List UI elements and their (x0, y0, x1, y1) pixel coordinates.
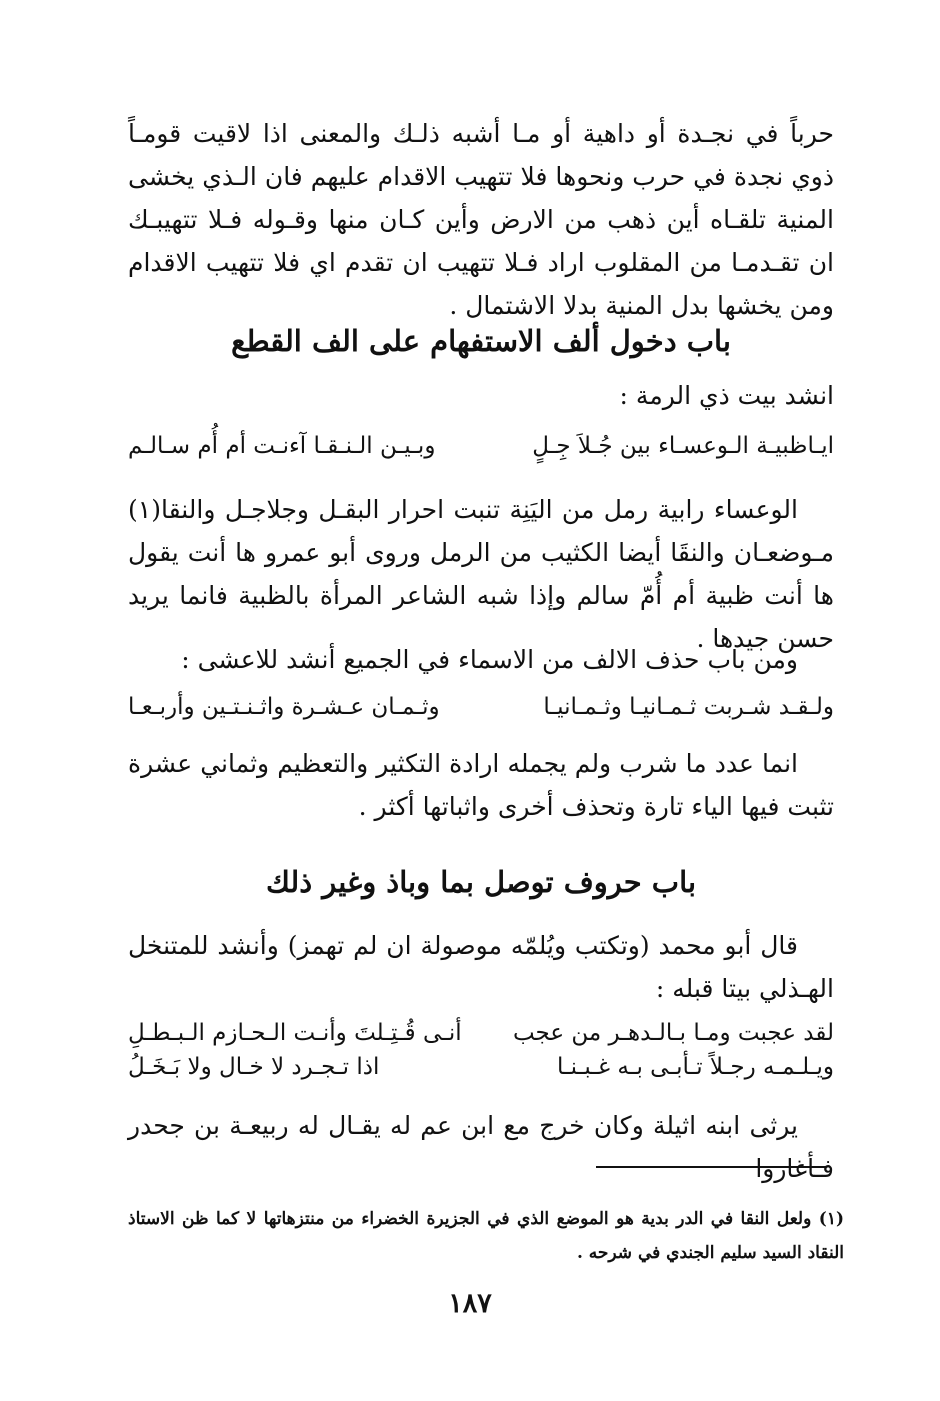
verse-hemistich-second: اذا تـجـرد لا خـال ولا بَـخَـلُ (128, 1054, 380, 1080)
paragraph-4: قال أبو محمد (وتكتب ويُلمّه موصولة ان لم تهمز) وأنشد للمتنخل الهـذلي بيتا قبله : (128, 931, 834, 1003)
verse-intro-2: ومن باب حذف الالف من الاسماء في الجميع أنشد للاعشى : (181, 645, 798, 674)
verse-line-1 (128, 429, 834, 463)
verse-line-3 (128, 1016, 834, 1050)
verse-intro-1: انشد بيت ذي الرمة : (619, 381, 834, 410)
section-heading-1: باب دخول ألف الاستفهام على الف القطع (231, 324, 731, 358)
paragraph-5: يرثى ابنه اثيلة وكان خرج مع ابن عم له يقـال له ربيعـة بن جحدر فـأغاروا (128, 1111, 834, 1183)
verse-hemistich-second: أنـى قُـتِـلتَ وأنـت الـحـازم الـبـطـلِ (128, 1020, 462, 1046)
verse-hemistich-first: لقد عجبت ومـا بـالـدهـر من عجب (512, 1020, 834, 1046)
footnote-separator (596, 1166, 826, 1168)
verse-hemistich-first: ولـقـد شـربت ثـمـانيـا وثـمـانيـا (543, 694, 834, 720)
verse-hemistich-first: ايـاظبيـة الـوعسـاء بين جُـلاَ جِـلٍ (532, 433, 834, 459)
paragraph-3: انما عدد ما شرب ولم يجمله ارادة التكثير والتعظيم وثماني عشرة تثبت فيها الياء تارة وتحذف أخرى واثباتها أكثر . (128, 749, 834, 821)
verse-hemistich-second: وثـمـان عـشـرة واثـنـتـين وأربـعـا (128, 694, 440, 720)
verse-line-4 (128, 1050, 834, 1084)
verse-hemistich-first: ويـلـمـه رجـلاً تـأبـى بـه غـبـنـا (556, 1054, 834, 1080)
paragraph-1: حرباً في نجـدة أو داهية أو مـا أشبه ذلـك والمعنى اذا لاقيت قومـاً ذوي نجدة في حرب ونحوها فلا تتهيب الاقدام عليهم فان الـذي يخشى المنية تلقـاه أين ذهب من الارض وأين كـان منها وقـوله فـلا تتهيبـك ان تقـدمـا من المقلوب اراد فـلا تتهيب ان تقدم اي فلا تتهيب الاقدام ومن يخشها بدل المنية بدلا الاشتمال . (128, 119, 834, 320)
section-heading-2: باب حروف توصل بما وباذ وغير ذلك (265, 865, 697, 899)
verse-hemistich-second: وبـيـن الـنـقـا آءنـت أم أُم سـالـم (128, 433, 436, 459)
paragraph-2: الوعساء رابية رمل من اليَنِة تنبت احرار البقـل وجلاجـل والنقا(١) مـوضعـان والنقَا أيضا الكثيب من الرمل وروى أبو عمرو ها أنت يقول ها أنت ظبية أم أُمّ سالم وإذا شبه الشاعر المرأة بالظبية فانما يريد حسن جيدها . (128, 495, 834, 653)
page-number: ١٨٧ (448, 1288, 492, 1319)
footnote: (١) ولعل النقا في الدر بدية هو الموضع الذي في الجزيرة الخضراء من منتزهاتها لا كما ظن الاستاذ النقاد السيد سليم الجندي في شرحه . (128, 1209, 844, 1263)
verse-line-2 (128, 690, 834, 724)
